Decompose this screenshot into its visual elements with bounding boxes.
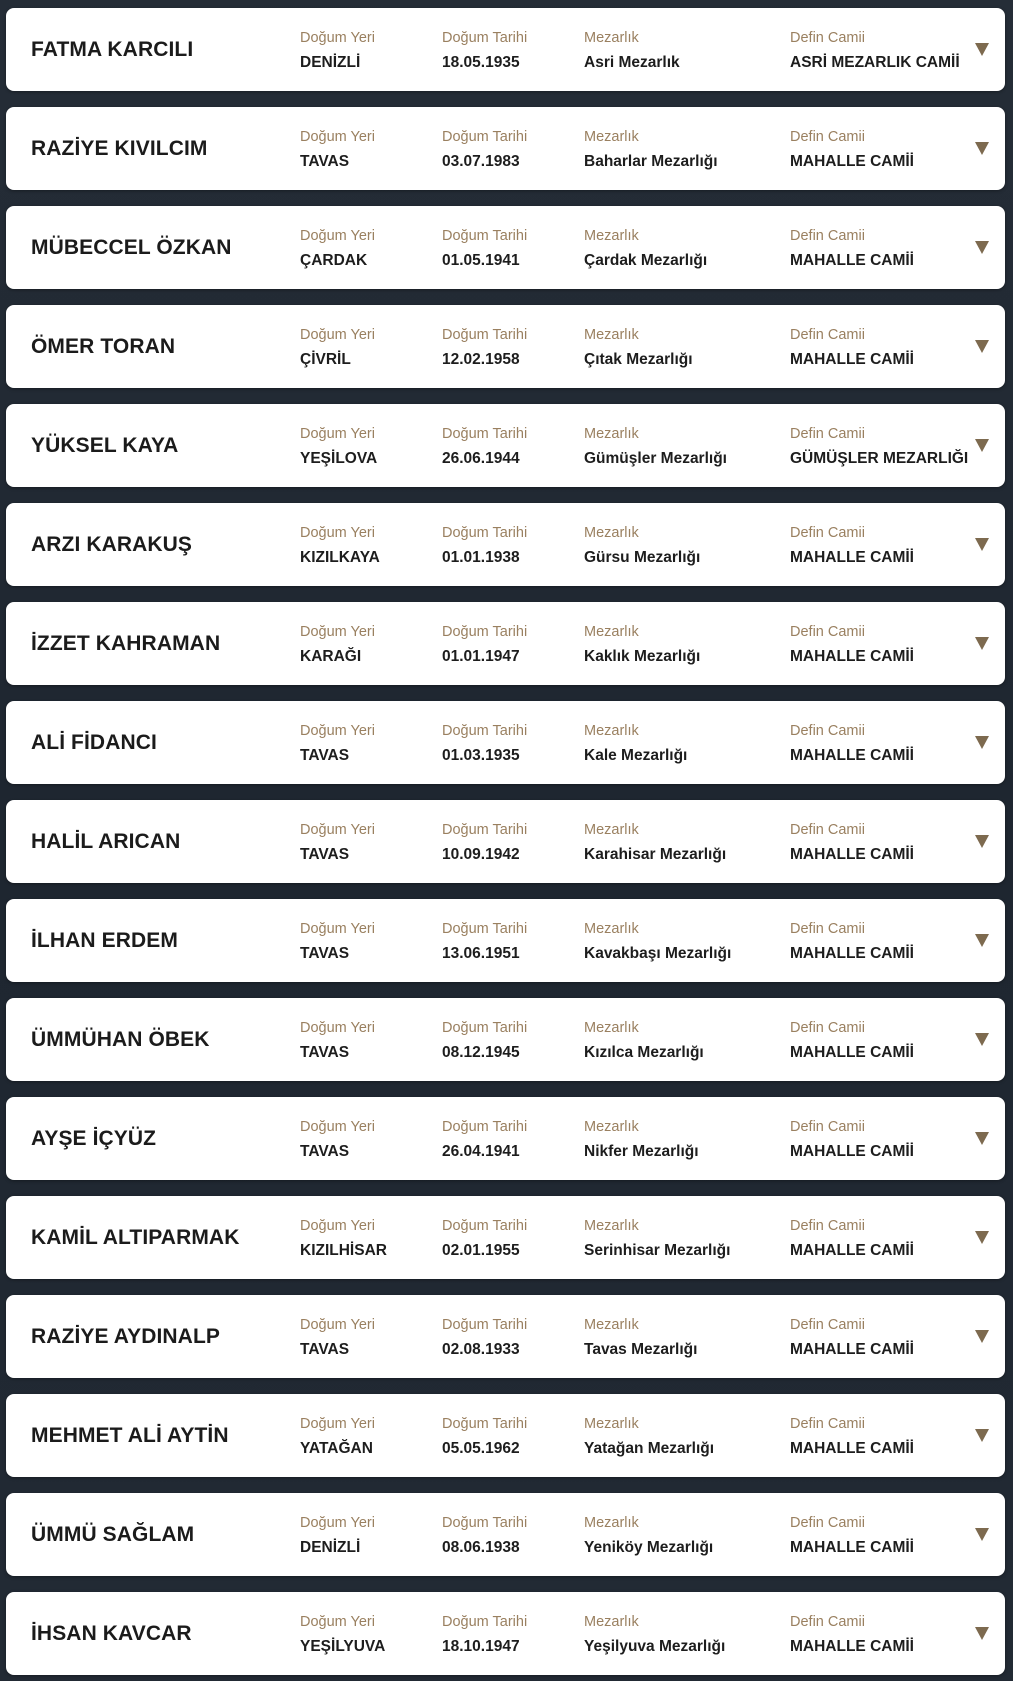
chevron-down-icon[interactable] xyxy=(975,1033,989,1046)
cemetery-field xyxy=(584,723,687,765)
mosque-label: Defin Camii xyxy=(790,624,865,640)
chevron-down-icon[interactable] xyxy=(975,1429,989,1442)
mosque-value: MAHALLE CAMİİ xyxy=(790,1242,914,1259)
birthplace-value: TAVAS xyxy=(300,1341,350,1358)
cemetery-field xyxy=(584,1317,697,1359)
cemetery-value: Çardak Mezarlığı xyxy=(584,252,708,269)
mosque-value: MAHALLE CAMİİ xyxy=(790,549,914,566)
cemetery-label: Mezarlık xyxy=(584,921,639,937)
record-card-2[interactable] xyxy=(6,107,1005,190)
chevron-down-icon[interactable] xyxy=(975,142,989,155)
record-card-7[interactable] xyxy=(6,602,1005,685)
mosque-label: Defin Camii xyxy=(790,30,865,46)
birthplace-field xyxy=(300,525,380,567)
cemetery-field xyxy=(584,1218,730,1260)
birthdate-label: Doğum Tarihi xyxy=(442,426,528,442)
birthplace-field xyxy=(300,624,375,666)
cemetery-value: Kızılca Mezarlığı xyxy=(584,1044,704,1061)
deceased-name: RAZİYE KIVILCIM xyxy=(31,137,208,160)
deceased-name: İHSAN KAVCAR xyxy=(31,1622,192,1645)
birthplace-value: TAVAS xyxy=(300,153,350,170)
mosque-label: Defin Camii xyxy=(790,723,865,739)
cemetery-value: Kale Mezarlığı xyxy=(584,747,688,764)
birthplace-label: Doğum Yeri xyxy=(300,822,375,838)
chevron-down-icon[interactable] xyxy=(975,934,989,947)
record-card-14[interactable] xyxy=(6,1295,1005,1378)
mosque-value: MAHALLE CAMİİ xyxy=(790,1143,914,1160)
deceased-name: ÜMMÜ SAĞLAM xyxy=(31,1523,195,1546)
deceased-name: ÜMMÜHAN ÖBEK xyxy=(31,1028,210,1051)
cemetery-value: Nikfer Mezarlığı xyxy=(584,1143,699,1160)
birthplace-label: Doğum Yeri xyxy=(300,921,375,937)
birthdate-field xyxy=(442,1317,527,1359)
chevron-down-icon[interactable] xyxy=(975,1528,989,1541)
chevron-down-icon[interactable] xyxy=(975,637,989,650)
record-card-8[interactable] xyxy=(6,701,1005,784)
cemetery-value: Kaklık Mezarlığı xyxy=(584,648,701,665)
birthplace-value: KIZILKAYA xyxy=(300,549,380,566)
cemetery-value: Çıtak Mezarlığı xyxy=(584,351,693,368)
birthplace-label: Doğum Yeri xyxy=(300,525,375,541)
record-card-17[interactable] xyxy=(6,1592,1005,1675)
mosque-field xyxy=(790,1515,914,1557)
mosque-value: GÜMÜŞLER MEZARLIĞI xyxy=(790,450,969,467)
cemetery-field xyxy=(584,327,693,369)
birthdate-label: Doğum Tarihi xyxy=(442,129,528,145)
birthplace-field xyxy=(300,1317,375,1359)
cemetery-field xyxy=(584,1416,714,1458)
cemetery-label: Mezarlık xyxy=(584,1317,639,1333)
chevron-down-icon[interactable] xyxy=(975,736,989,749)
birthplace-label: Doğum Yeri xyxy=(300,1515,375,1531)
birthdate-field xyxy=(442,525,527,567)
birthdate-value: 02.01.1955 xyxy=(442,1242,520,1259)
birthdate-field xyxy=(442,1614,527,1656)
birthplace-field xyxy=(300,228,375,270)
deceased-name: KAMİL ALTIPARMAK xyxy=(31,1226,240,1249)
mosque-label: Defin Camii xyxy=(790,426,865,442)
cemetery-field xyxy=(584,30,680,72)
cemetery-value: Gümüşler Mezarlığı xyxy=(584,450,727,467)
deceased-name: AYŞE İÇYÜZ xyxy=(31,1127,157,1150)
record-card-4[interactable] xyxy=(6,305,1005,388)
birthplace-value: KARAĞI xyxy=(300,648,362,665)
chevron-down-icon[interactable] xyxy=(975,241,989,254)
cemetery-field xyxy=(584,921,731,963)
birthdate-label: Doğum Tarihi xyxy=(442,1515,528,1531)
birthplace-value: ÇARDAK xyxy=(300,252,368,269)
birthplace-label: Doğum Yeri xyxy=(300,1020,375,1036)
cemetery-field xyxy=(584,129,718,171)
record-card-6[interactable] xyxy=(6,503,1005,586)
birthplace-field xyxy=(300,30,375,72)
birthplace-value: TAVAS xyxy=(300,945,350,962)
birthdate-label: Doğum Tarihi xyxy=(442,228,528,244)
cemetery-value: Kavakbaşı Mezarlığı xyxy=(584,945,732,962)
birthplace-field xyxy=(300,921,375,963)
mosque-field xyxy=(790,30,960,72)
cemetery-field xyxy=(584,1515,713,1557)
chevron-down-icon[interactable] xyxy=(975,1627,989,1640)
cemetery-field xyxy=(584,525,700,567)
cemetery-value: Serinhisar Mezarlığı xyxy=(584,1242,731,1259)
birthdate-field xyxy=(442,1119,527,1161)
birthdate-field xyxy=(442,921,527,963)
chevron-down-icon[interactable] xyxy=(975,835,989,848)
mosque-label: Defin Camii xyxy=(790,525,865,541)
mosque-label: Defin Camii xyxy=(790,1614,865,1630)
chevron-down-icon[interactable] xyxy=(975,439,989,452)
mosque-value: MAHALLE CAMİİ xyxy=(790,252,914,269)
birthplace-value: TAVAS xyxy=(300,1044,350,1061)
cemetery-field xyxy=(584,1020,704,1062)
cemetery-value: Gürsu Mezarlığı xyxy=(584,549,701,566)
birthplace-label: Doğum Yeri xyxy=(300,1119,375,1135)
birthdate-value: 01.01.1947 xyxy=(442,648,520,665)
cemetery-value: Yeniköy Mezarlığı xyxy=(584,1539,714,1556)
mosque-label: Defin Camii xyxy=(790,921,865,937)
birthdate-value: 03.07.1983 xyxy=(442,153,520,170)
mosque-field xyxy=(790,822,914,864)
cemetery-field xyxy=(584,1119,699,1161)
birthdate-field xyxy=(442,624,527,666)
birthplace-label: Doğum Yeri xyxy=(300,426,375,442)
record-card-12[interactable] xyxy=(6,1097,1005,1180)
mosque-label: Defin Camii xyxy=(790,1218,865,1234)
birthplace-label: Doğum Yeri xyxy=(300,228,375,244)
mosque-label: Defin Camii xyxy=(790,129,865,145)
birthdate-value: 01.05.1941 xyxy=(442,252,520,269)
birthdate-label: Doğum Tarihi xyxy=(442,921,528,937)
mosque-value: MAHALLE CAMİİ xyxy=(790,1044,914,1061)
mosque-field xyxy=(790,1020,914,1062)
mosque-field xyxy=(790,1119,914,1161)
birthdate-value: 18.05.1935 xyxy=(442,54,520,71)
birthplace-label: Doğum Yeri xyxy=(300,723,375,739)
cemetery-label: Mezarlık xyxy=(584,1614,639,1630)
deceased-name: YÜKSEL KAYA xyxy=(31,434,179,457)
record-card-11[interactable] xyxy=(6,998,1005,1081)
deceased-name: ALİ FİDANCI xyxy=(31,731,157,754)
cemetery-value: Karahisar Mezarlığı xyxy=(584,846,727,863)
birthdate-value: 05.05.1962 xyxy=(442,1440,520,1457)
record-card-13[interactable] xyxy=(6,1196,1005,1279)
birthplace-value: TAVAS xyxy=(300,747,350,764)
birthplace-value: DENİZLİ xyxy=(300,1539,361,1556)
mosque-label: Defin Camii xyxy=(790,1317,865,1333)
birthdate-field xyxy=(442,30,527,72)
birthdate-field xyxy=(442,723,527,765)
birthplace-field xyxy=(300,1614,385,1656)
birthdate-value: 26.04.1941 xyxy=(442,1143,520,1160)
mosque-field xyxy=(790,327,914,369)
mosque-value: MAHALLE CAMİİ xyxy=(790,153,914,170)
cemetery-field xyxy=(584,228,707,270)
birthdate-label: Doğum Tarihi xyxy=(442,1416,528,1432)
record-card-9[interactable] xyxy=(6,800,1005,883)
birthplace-label: Doğum Yeri xyxy=(300,1218,375,1234)
cemetery-label: Mezarlık xyxy=(584,426,639,442)
birthplace-value: ÇİVRİL xyxy=(300,351,351,368)
birthplace-label: Doğum Yeri xyxy=(300,624,375,640)
mosque-field xyxy=(790,1317,914,1359)
cemetery-label: Mezarlık xyxy=(584,129,639,145)
mosque-value: MAHALLE CAMİİ xyxy=(790,747,914,764)
deceased-name: HALİL ARICAN xyxy=(31,830,181,853)
record-card-5[interactable] xyxy=(6,404,1005,487)
birthplace-label: Doğum Yeri xyxy=(300,129,375,145)
birthdate-field xyxy=(442,1515,527,1557)
birthplace-field xyxy=(300,426,377,468)
birthdate-field xyxy=(442,1218,527,1260)
birthplace-value: YATAĞAN xyxy=(300,1440,373,1457)
deceased-name: MEHMET ALİ AYTİN xyxy=(31,1424,229,1447)
mosque-field xyxy=(790,921,914,963)
cemetery-label: Mezarlık xyxy=(584,1218,639,1234)
deceased-name: İZZET KAHRAMAN xyxy=(31,632,221,655)
cemetery-value: Baharlar Mezarlığı xyxy=(584,153,718,170)
birthdate-label: Doğum Tarihi xyxy=(442,723,528,739)
birthdate-field xyxy=(442,1020,527,1062)
mosque-value: MAHALLE CAMİİ xyxy=(790,648,914,665)
chevron-down-icon[interactable] xyxy=(975,43,989,56)
record-card-1[interactable] xyxy=(6,8,1005,91)
birthdate-value: 02.08.1933 xyxy=(442,1341,520,1358)
mosque-field xyxy=(790,1614,914,1656)
birthplace-value: YEŞİLOVA xyxy=(300,450,378,467)
mosque-value: MAHALLE CAMİİ xyxy=(790,1440,914,1457)
chevron-down-icon[interactable] xyxy=(975,1132,989,1145)
birthdate-value: 13.06.1951 xyxy=(442,945,520,962)
cemetery-field xyxy=(584,822,726,864)
birthplace-label: Doğum Yeri xyxy=(300,1416,375,1432)
birthdate-value: 01.03.1935 xyxy=(442,747,520,764)
birthdate-label: Doğum Tarihi xyxy=(442,1119,528,1135)
mosque-field xyxy=(790,228,914,270)
mosque-value: MAHALLE CAMİİ xyxy=(790,1341,914,1358)
mosque-label: Defin Camii xyxy=(790,327,865,343)
cemetery-field xyxy=(584,1614,725,1656)
birthdate-field xyxy=(442,822,527,864)
birthplace-field xyxy=(300,1218,387,1260)
mosque-value: MAHALLE CAMİİ xyxy=(790,1638,914,1655)
birthplace-field xyxy=(300,327,375,369)
mosque-field xyxy=(790,1218,914,1260)
cemetery-label: Mezarlık xyxy=(584,723,639,739)
mosque-field xyxy=(790,1416,914,1458)
birthdate-value: 26.06.1944 xyxy=(442,450,520,467)
birthplace-value: KIZILHİSAR xyxy=(300,1242,387,1259)
birthplace-label: Doğum Yeri xyxy=(300,1614,375,1630)
mosque-field xyxy=(790,525,914,567)
birthplace-field xyxy=(300,723,375,765)
mosque-field xyxy=(790,129,914,171)
cemetery-label: Mezarlık xyxy=(584,1119,639,1135)
mosque-label: Defin Camii xyxy=(790,228,865,244)
birthdate-label: Doğum Tarihi xyxy=(442,822,528,838)
cemetery-label: Mezarlık xyxy=(584,822,639,838)
cemetery-field xyxy=(584,426,727,468)
cemetery-label: Mezarlık xyxy=(584,1416,639,1432)
deceased-name: MÜBECCEL ÖZKAN xyxy=(31,236,232,259)
birthdate-field xyxy=(442,426,527,468)
chevron-down-icon[interactable] xyxy=(975,1231,989,1244)
birthplace-label: Doğum Yeri xyxy=(300,30,375,46)
birthdate-label: Doğum Tarihi xyxy=(442,1614,528,1630)
chevron-down-icon[interactable] xyxy=(975,340,989,353)
birthplace-value: DENİZLİ xyxy=(300,54,361,71)
cemetery-label: Mezarlık xyxy=(584,30,639,46)
birthplace-field xyxy=(300,1515,375,1557)
birthplace-value: YEŞİLYUVA xyxy=(300,1638,386,1655)
birthdate-value: 08.12.1945 xyxy=(442,1044,520,1061)
birthdate-value: 18.10.1947 xyxy=(442,1638,520,1655)
mosque-label: Defin Camii xyxy=(790,1119,865,1135)
record-card-3[interactable] xyxy=(6,206,1005,289)
birthdate-field xyxy=(442,228,527,270)
chevron-down-icon[interactable] xyxy=(975,538,989,551)
deceased-name: FATMA KARCILI xyxy=(31,38,194,61)
record-card-16[interactable] xyxy=(6,1493,1005,1576)
birthdate-value: 01.01.1938 xyxy=(442,549,520,566)
mosque-label: Defin Camii xyxy=(790,1416,865,1432)
birthdate-label: Doğum Tarihi xyxy=(442,30,528,46)
cemetery-label: Mezarlık xyxy=(584,1515,639,1531)
mosque-value: MAHALLE CAMİİ xyxy=(790,351,914,368)
birthdate-field xyxy=(442,327,527,369)
mosque-label: Defin Camii xyxy=(790,822,865,838)
birthplace-field xyxy=(300,1020,375,1062)
birthplace-label: Doğum Yeri xyxy=(300,1317,375,1333)
record-card-15[interactable] xyxy=(6,1394,1005,1477)
birthdate-value: 08.06.1938 xyxy=(442,1539,520,1556)
deceased-name: İLHAN ERDEM xyxy=(31,929,178,952)
mosque-field xyxy=(790,723,914,765)
birthdate-value: 12.02.1958 xyxy=(442,351,520,368)
cemetery-field xyxy=(584,624,700,666)
cemetery-value: Yatağan Mezarlığı xyxy=(584,1440,715,1457)
mosque-value: MAHALLE CAMİİ xyxy=(790,945,914,962)
mosque-field xyxy=(790,426,968,468)
birthdate-field xyxy=(442,1416,527,1458)
cemetery-value: Yeşilyuva Mezarlığı xyxy=(584,1638,726,1655)
deceased-name: RAZİYE AYDINALP xyxy=(31,1325,220,1348)
birthdate-label: Doğum Tarihi xyxy=(442,1317,528,1333)
cemetery-value: Tavas Mezarlığı xyxy=(584,1341,698,1358)
birthplace-field xyxy=(300,822,375,864)
birthdate-label: Doğum Tarihi xyxy=(442,624,528,640)
birthplace-field xyxy=(300,129,375,171)
birthplace-value: TAVAS xyxy=(300,846,350,863)
cemetery-label: Mezarlık xyxy=(584,327,639,343)
birthplace-label: Doğum Yeri xyxy=(300,327,375,343)
record-card-10[interactable] xyxy=(6,899,1005,982)
chevron-down-icon[interactable] xyxy=(975,1330,989,1343)
mosque-value: ASRİ MEZARLIK CAMİİ xyxy=(790,54,960,71)
cemetery-label: Mezarlık xyxy=(584,525,639,541)
birthdate-value: 10.09.1942 xyxy=(442,846,520,863)
deceased-name: ARZI KARAKUŞ xyxy=(31,533,193,556)
cemetery-value: Asri Mezarlık xyxy=(584,54,680,71)
mosque-label: Defin Camii xyxy=(790,1515,865,1531)
cemetery-label: Mezarlık xyxy=(584,624,639,640)
deceased-name: ÖMER TORAN xyxy=(31,335,176,358)
cemetery-label: Mezarlık xyxy=(584,228,639,244)
birthdate-label: Doğum Tarihi xyxy=(442,1218,528,1234)
mosque-field xyxy=(790,624,914,666)
birthplace-value: TAVAS xyxy=(300,1143,350,1160)
birthdate-label: Doğum Tarihi xyxy=(442,327,528,343)
birthplace-field xyxy=(300,1416,375,1458)
mosque-label: Defin Camii xyxy=(790,1020,865,1036)
birthdate-label: Doğum Tarihi xyxy=(442,525,528,541)
cemetery-label: Mezarlık xyxy=(584,1020,639,1036)
birthplace-field xyxy=(300,1119,375,1161)
birthdate-field xyxy=(442,129,527,171)
mosque-value: MAHALLE CAMİİ xyxy=(790,846,914,863)
mosque-value: MAHALLE CAMİİ xyxy=(790,1539,914,1556)
birthdate-label: Doğum Tarihi xyxy=(442,1020,528,1036)
